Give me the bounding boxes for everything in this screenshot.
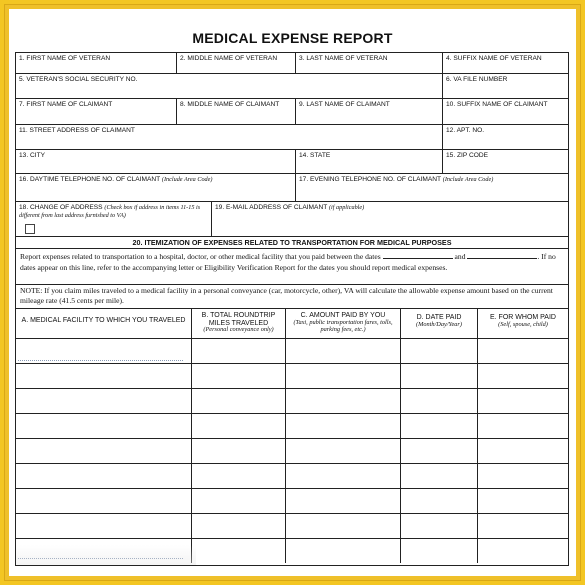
end-date-field[interactable]: [467, 250, 537, 259]
col-header-date-paid: [401, 309, 478, 339]
field-label: 4. SUFFIX NAME OF VETERAN: [446, 55, 542, 62]
field-zip-code[interactable]: [443, 150, 568, 174]
cell-medical-facility[interactable]: [16, 339, 192, 363]
cell-medical-facility[interactable]: [16, 464, 192, 488]
cell-for-whom-paid[interactable]: [478, 464, 568, 488]
field-label: 15. ZIP CODE: [446, 152, 489, 159]
page-shadow: [16, 545, 196, 565]
cell-roundtrip-miles[interactable]: [192, 389, 286, 413]
col-header-amount-paid: [286, 309, 401, 339]
form-page: [9, 9, 576, 576]
cell-date-paid[interactable]: [401, 464, 478, 488]
table-row: [16, 464, 568, 489]
cell-for-whom-paid[interactable]: [478, 389, 568, 413]
change-of-address-checkbox[interactable]: [25, 224, 35, 234]
field-label: 7. FIRST NAME OF CLAIMANT: [19, 101, 113, 108]
and-text: and: [454, 252, 466, 261]
field-label: 5. VETERAN'S SOCIAL SECURITY NO.: [19, 76, 138, 83]
field-last-name-veteran[interactable]: [296, 53, 443, 74]
field-label: 19. E-MAIL ADDRESS OF CLAIMANT: [215, 204, 328, 211]
field-first-name-claimant[interactable]: [16, 99, 177, 125]
cell-amount-paid[interactable]: [286, 539, 401, 563]
col-header-label: A. MEDICAL FACILITY TO WHICH YOU TRAVELED: [21, 317, 186, 324]
field-last-name-claimant[interactable]: [296, 99, 443, 125]
cell-medical-facility[interactable]: [16, 439, 192, 463]
cell-for-whom-paid[interactable]: [478, 514, 568, 538]
field-label: 9. LAST NAME OF CLAIMANT: [299, 101, 390, 108]
table-row: [16, 439, 568, 464]
col-header-sub: (Self, spouse, child): [498, 320, 548, 328]
field-label: 17. EVENING TELEPHONE NO. OF CLAIMANT: [299, 176, 441, 183]
field-label: 1. FIRST NAME OF VETERAN: [19, 55, 111, 62]
col-header-roundtrip-miles: [192, 309, 286, 339]
field-first-name-veteran[interactable]: [16, 53, 177, 74]
table-row: [16, 414, 568, 439]
col-header-sub: (Personal conveyance only): [203, 326, 274, 334]
instructions-text: Report expenses related to transportation to a hospital, doctor, or other medical facility that you paid between the dates: [20, 252, 381, 261]
col-header-medical-facility: [16, 309, 192, 339]
field-middle-name-claimant[interactable]: [177, 99, 296, 125]
cell-medical-facility[interactable]: [16, 489, 192, 513]
cell-roundtrip-miles[interactable]: [192, 464, 286, 488]
cell-date-paid[interactable]: [401, 489, 478, 513]
cell-for-whom-paid[interactable]: [478, 489, 568, 513]
section-20-heading: 20. ITEMIZATION OF EXPENSES RELATED TO TRANSPORTATION FOR MEDICAL PURPOSES: [16, 237, 568, 249]
field-label: 10. SUFFIX NAME OF CLAIMANT: [446, 101, 548, 108]
field-suffix-name-claimant[interactable]: [443, 99, 568, 125]
field-apt-no[interactable]: [443, 125, 568, 150]
cell-amount-paid[interactable]: [286, 439, 401, 463]
field-street-address[interactable]: [16, 125, 443, 150]
table-row: [16, 389, 568, 414]
cell-amount-paid[interactable]: [286, 339, 401, 363]
cell-roundtrip-miles[interactable]: [192, 539, 286, 563]
cell-roundtrip-miles[interactable]: [192, 514, 286, 538]
cell-amount-paid[interactable]: [286, 514, 401, 538]
table-row: [16, 364, 568, 389]
cell-roundtrip-miles[interactable]: [192, 439, 286, 463]
field-note: (Include Area Code): [442, 176, 494, 183]
cell-for-whom-paid[interactable]: [478, 339, 568, 363]
cell-date-paid[interactable]: [401, 539, 478, 563]
cell-medical-facility[interactable]: [16, 389, 192, 413]
field-suffix-name-veteran[interactable]: [443, 53, 568, 74]
page-title: MEDICAL EXPENSE REPORT: [192, 30, 393, 46]
instructions-text-continued: . If no dates appear on this line, refer to the accompanying letter or Eligibility Verification Report for the dates you should report medical expenses.: [20, 252, 556, 272]
col-header-label: D. DATE PAID: [416, 314, 462, 321]
field-evening-phone[interactable]: [296, 174, 568, 202]
field-city[interactable]: [16, 150, 296, 174]
medical-expense-form: [15, 52, 569, 566]
col-header-sub: (Month/Day/Year): [416, 320, 462, 328]
cell-for-whom-paid[interactable]: [478, 364, 568, 388]
field-daytime-phone[interactable]: [16, 174, 296, 202]
field-label: 2. MIDDLE NAME OF VETERAN: [180, 55, 278, 62]
cell-amount-paid[interactable]: [286, 414, 401, 438]
field-middle-name-veteran[interactable]: [177, 53, 296, 74]
cell-date-paid[interactable]: [401, 339, 478, 363]
cell-medical-facility[interactable]: [16, 514, 192, 538]
field-label: 14. STATE: [299, 152, 331, 159]
field-label: 3. LAST NAME OF VETERAN: [299, 55, 388, 62]
cell-date-paid[interactable]: [401, 389, 478, 413]
expense-table-body: [16, 339, 568, 565]
field-va-file-number[interactable]: [443, 74, 568, 99]
cell-medical-facility[interactable]: [16, 364, 192, 388]
cell-amount-paid[interactable]: [286, 389, 401, 413]
field-note: (Include Area Code): [161, 176, 213, 183]
cell-date-paid[interactable]: [401, 514, 478, 538]
cell-date-paid[interactable]: [401, 364, 478, 388]
col-header-for-whom-paid: [478, 309, 568, 339]
field-email-address[interactable]: [212, 202, 568, 237]
mileage-note: NOTE: If you claim miles traveled to a medical facility in a personal conveyance (car, motorcycle, other), VA will calculate the allowable expense amount based on the current mileage rate (41.5 cents per mile).: [16, 285, 568, 309]
field-label: 6. VA FILE NUMBER: [446, 76, 508, 83]
cell-date-paid[interactable]: [401, 414, 478, 438]
field-note: (if applicable): [328, 204, 365, 211]
cell-roundtrip-miles[interactable]: [192, 414, 286, 438]
cell-amount-paid[interactable]: [286, 489, 401, 513]
start-date-field[interactable]: [383, 250, 453, 259]
table-row: [16, 339, 568, 364]
field-label: 13. CITY: [19, 152, 46, 159]
cell-amount-paid[interactable]: [286, 364, 401, 388]
cell-roundtrip-miles[interactable]: [192, 339, 286, 363]
field-label: 12. APT. NO.: [446, 127, 485, 134]
cell-for-whom-paid[interactable]: [478, 414, 568, 438]
field-label: 11. STREET ADDRESS OF CLAIMANT: [19, 127, 135, 134]
cell-roundtrip-miles[interactable]: [192, 489, 286, 513]
table-row: [16, 489, 568, 514]
cell-for-whom-paid[interactable]: [478, 539, 568, 563]
field-veteran-ssn[interactable]: [16, 74, 443, 99]
col-header-label: E. FOR WHOM PAID: [490, 314, 556, 321]
col-header-label: C. AMOUNT PAID BY YOU: [300, 312, 386, 319]
field-label: 8. MIDDLE NAME OF CLAIMANT: [180, 101, 280, 108]
cell-date-paid[interactable]: [401, 439, 478, 463]
section-20-instructions: [16, 249, 568, 285]
table-row: [16, 514, 568, 539]
cell-amount-paid[interactable]: [286, 464, 401, 488]
field-state[interactable]: [296, 150, 443, 174]
cell-medical-facility[interactable]: [16, 414, 192, 438]
field-label: 18. CHANGE OF ADDRESS: [19, 204, 103, 211]
cell-for-whom-paid[interactable]: [478, 439, 568, 463]
field-note: (Check box if address in items 11-15 is different from last address furnished to VA): [19, 204, 201, 219]
field-change-of-address: [16, 202, 212, 237]
field-label: 16. DAYTIME TELEPHONE NO. OF CLAIMANT: [19, 176, 161, 183]
col-header-label: B. TOTAL ROUNDTRIP MILES TRAVELED: [201, 312, 276, 327]
cell-roundtrip-miles[interactable]: [192, 364, 286, 388]
col-header-sub: (Taxi, public transportation fares, tolls, parking fees, etc.): [293, 318, 393, 333]
fillable-line: [18, 359, 183, 361]
